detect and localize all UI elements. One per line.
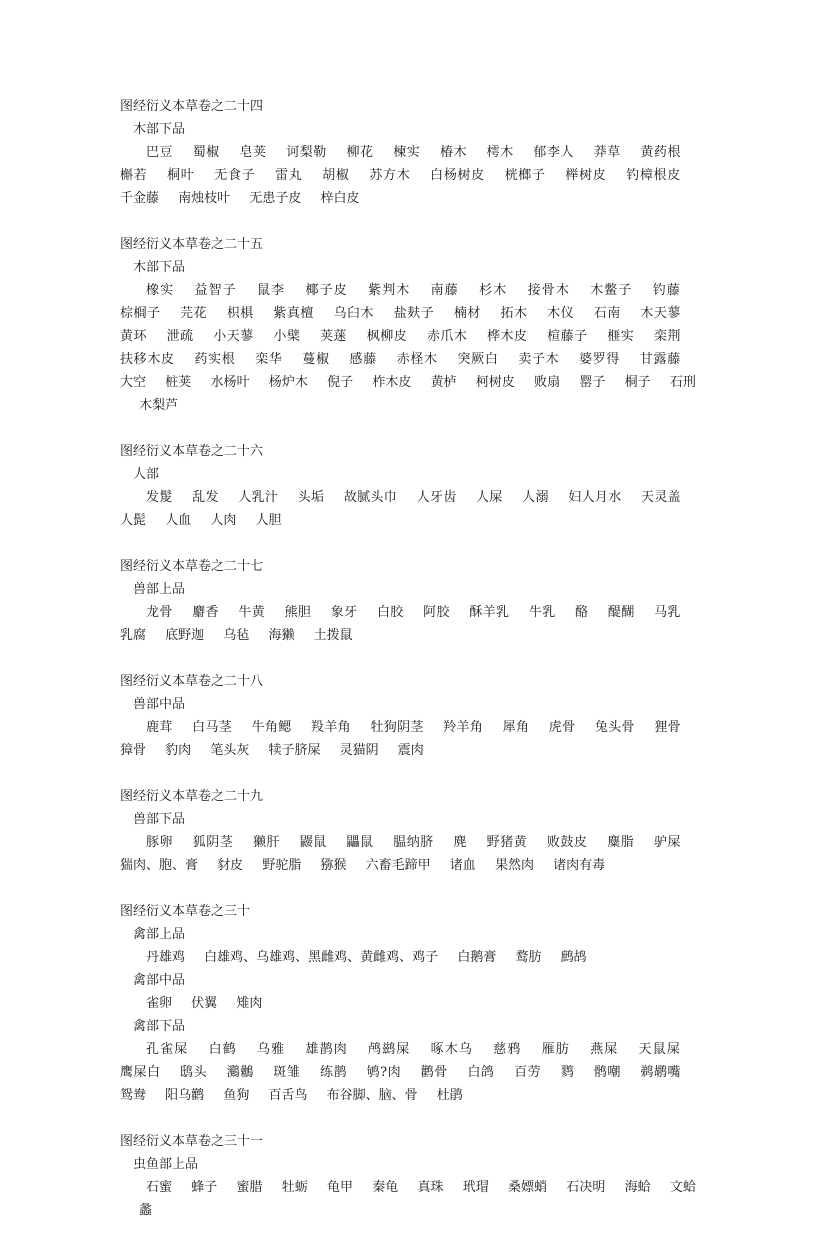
- materia-medica-item: 练鹊: [320, 1065, 348, 1080]
- materia-medica-item: 豚卵: [146, 835, 174, 850]
- materia-medica-item: 赤爪木: [426, 329, 468, 344]
- materia-medica-item: 无食子: [214, 168, 256, 183]
- materia-medica-item: 柯树皮: [475, 375, 515, 390]
- materia-medica-item: 桑嫖蛸: [508, 1180, 548, 1195]
- volume-title: 图经衍义本草卷之三十一: [120, 1134, 264, 1149]
- section-heading: 禽部中品: [133, 973, 186, 988]
- materia-medica-item: 石南: [593, 306, 621, 321]
- materia-medica-item: 狸骨: [654, 720, 681, 735]
- item-list: [120, 1038, 696, 1107]
- materia-medica-item: 麝香: [192, 605, 219, 620]
- materia-medica-item: 卖子木: [518, 352, 560, 367]
- materia-medica-item: 鼺鼠: [346, 835, 374, 850]
- item-list: [120, 992, 696, 1015]
- materia-medica-item: 人肉: [210, 513, 237, 528]
- materia-medica-item: 鹳骨: [420, 1065, 448, 1080]
- materia-medica-item: 笔头灰: [210, 743, 250, 758]
- materia-medica-item: 盐麸子: [393, 306, 435, 321]
- materia-medica-item: 白雄鸡、乌雄鸡、黑雌鸡、黄雌鸡、鸡子: [204, 950, 439, 965]
- section-heading: 木部下品: [133, 260, 186, 275]
- section-heading: 虫鱼部上品: [133, 1157, 199, 1172]
- materia-medica-item: 乱发: [192, 490, 219, 505]
- materia-medica-item: 震肉: [397, 743, 424, 758]
- materia-medica-item: 鹈鹕嘴: [640, 1065, 681, 1080]
- materia-medica-item: 野猪黄: [486, 835, 528, 850]
- materia-medica-item: 羚羊角: [443, 720, 484, 735]
- materia-medica-item: 龙骨: [146, 605, 173, 620]
- materia-medica-item: 败鼓皮: [546, 835, 588, 850]
- materia-medica-item: 妇人月水: [568, 490, 622, 505]
- materia-medica-item: 药实根: [194, 352, 236, 367]
- materia-medica-item: 榉树皮: [565, 168, 607, 183]
- materia-medica-item: 麋脂: [607, 835, 635, 850]
- materia-medica-item: 酥羊乳: [469, 605, 510, 620]
- materia-medica-item: 雷丸: [275, 168, 303, 183]
- materia-medica-item: 犀角: [502, 720, 530, 735]
- materia-medica-item: 鸲?肉: [366, 1065, 402, 1080]
- materia-medica-item: 头垢: [297, 490, 325, 505]
- materia-medica-item: 牡狗阴茎: [370, 720, 424, 735]
- materia-medica-item: 阳乌鹳: [165, 1088, 205, 1103]
- item-list: [120, 716, 696, 762]
- materia-medica-item: 乳腐: [120, 628, 147, 643]
- materia-medica-item: 人髭: [120, 513, 147, 528]
- materia-medica-item: 石决明: [566, 1180, 606, 1195]
- materia-medica-item: 桄榔子: [504, 168, 546, 183]
- item-list: [120, 946, 696, 969]
- materia-medica-item: 楠材: [453, 306, 481, 321]
- materia-medica-item: 海蛤: [624, 1180, 651, 1195]
- materia-medica-item: 桩荚: [165, 375, 192, 390]
- materia-medica-item: 小天蓼: [213, 329, 254, 344]
- materia-medica-item: 接骨木: [527, 283, 570, 298]
- materia-medica-item: 乌毡: [223, 628, 250, 643]
- materia-medica-item: 败扇: [534, 375, 561, 390]
- materia-medica-item: 秦龟: [372, 1180, 399, 1195]
- item-list: [120, 1176, 696, 1222]
- materia-medica-item: 扶移木皮: [120, 352, 175, 367]
- materia-medica-item: 鱼狗: [223, 1088, 250, 1103]
- materia-medica-item: 紫真檀: [273, 306, 314, 321]
- materia-medica-item: 大空: [120, 375, 147, 390]
- materia-medica-item: 突厥白: [457, 352, 499, 367]
- materia-medica-item: 雄鹊肉: [305, 1042, 348, 1057]
- materia-medica-item: 乌雅: [257, 1042, 286, 1057]
- materia-medica-item: 人血: [165, 513, 192, 528]
- materia-medica-item: 罂子: [579, 375, 606, 390]
- materia-medica-item: 人牙齿: [416, 490, 457, 505]
- materia-medica-item: 鹰屎白: [120, 1065, 161, 1080]
- materia-medica-item: 鹘嘲: [593, 1065, 621, 1080]
- materia-medica-item: 千金藤: [120, 191, 160, 206]
- materia-medica-item: 灵猫阴: [339, 743, 379, 758]
- materia-medica-item: 桐子: [624, 375, 651, 390]
- volume-block: [120, 440, 696, 532]
- materia-medica-item: 鹧鸪: [560, 950, 587, 965]
- materia-medica-item: 石蜜: [146, 1180, 173, 1195]
- materia-medica-item: 乌臼木: [333, 306, 375, 321]
- materia-medica-item: 雉肉: [236, 996, 263, 1011]
- materia-medica-item: 益智子: [194, 283, 237, 298]
- materia-medica-item: 伏翼: [191, 996, 218, 1011]
- materia-medica-item: 阿胶: [423, 605, 450, 620]
- materia-medica-item: 甘露藤: [639, 352, 681, 367]
- materia-medica-item: 孔雀屎: [146, 1042, 189, 1057]
- materia-medica-item: 牛乳: [528, 605, 556, 620]
- materia-medica-item: 木天蓼: [640, 306, 681, 321]
- materia-medica-item: 马乳: [654, 605, 681, 620]
- materia-medica-item: 木仪: [547, 306, 575, 321]
- materia-medica-item: 蜂子: [191, 1180, 218, 1195]
- materia-medica-item: 拓木: [500, 306, 528, 321]
- materia-medica-item: 百劳: [514, 1065, 542, 1080]
- materia-medica-item: 柞木皮: [372, 375, 412, 390]
- materia-medica-item: 黄环: [120, 329, 147, 344]
- materia-medica-item: 楝实: [393, 145, 421, 160]
- materia-medica-item: 人胆: [255, 513, 282, 528]
- section-heading: 兽部上品: [133, 582, 186, 597]
- materia-medica-item: 鸬鹚屎: [368, 1042, 411, 1057]
- materia-medica-item: 荚蒾: [320, 329, 348, 344]
- item-list: [120, 141, 696, 210]
- materia-medica-item: 黄药根: [640, 145, 681, 160]
- item-list: [120, 486, 696, 532]
- materia-medica-item: 桐叶: [167, 168, 195, 183]
- materia-medica-item: 莽草: [593, 145, 621, 160]
- materia-medica-item: 蜀椒: [192, 145, 220, 160]
- materia-medica-item: 故腻头巾: [343, 490, 398, 505]
- section-heading: 人部: [133, 467, 160, 482]
- materia-medica-item: 皂荚: [239, 145, 267, 160]
- materia-medica-item: 南烛枝叶: [178, 191, 231, 206]
- materia-medica-item: 鸳鸯: [120, 1088, 147, 1103]
- materia-medica-item: 槲若: [120, 168, 148, 183]
- materia-medica-item: 豹肉: [165, 743, 192, 758]
- materia-medica-item: 白鹤: [208, 1042, 237, 1057]
- materia-medica-item: 樗木: [486, 145, 514, 160]
- materia-medica-item: 人溺: [522, 490, 549, 505]
- volume-block: [120, 1130, 696, 1222]
- materia-medica-item: 诸肉有毒: [553, 858, 606, 873]
- volume-title: 图经衍义本草卷之二十四: [120, 99, 264, 114]
- materia-medica-item: 腽纳脐: [393, 835, 434, 850]
- volume-title: 图经衍义本草卷之二十六: [120, 444, 264, 459]
- materia-medica-item: 虎骨: [548, 720, 576, 735]
- materia-medica-item: 狐阴茎: [192, 835, 234, 850]
- materia-medica-item: 獭肝: [253, 835, 281, 850]
- materia-medica-item: 熊胆: [284, 605, 312, 620]
- materia-medica-item: 人屎: [476, 490, 503, 505]
- materia-medica-item: 猕猴: [320, 858, 347, 873]
- materia-medica-item: 胡椒: [322, 168, 350, 183]
- materia-medica-item: 南藤: [430, 283, 459, 298]
- materia-medica-item: 醍醐: [607, 605, 635, 620]
- materia-medica-item: 人乳汁: [238, 490, 279, 505]
- materia-medica-item: 豺皮: [217, 858, 244, 873]
- volume-block: [120, 555, 696, 647]
- materia-medica-item: 椿木: [439, 145, 467, 160]
- materia-medica-item: 玳瑁: [462, 1180, 489, 1195]
- materia-medica-item: 感藤: [349, 352, 377, 367]
- document-body: [120, 95, 696, 1245]
- materia-medica-item: 蜜腊: [236, 1180, 263, 1195]
- materia-medica-item: 蠡: [139, 1203, 153, 1218]
- section-heading: 木部下品: [133, 122, 186, 137]
- materia-medica-item: 钓藤: [652, 283, 681, 298]
- materia-medica-item: 白胶: [376, 605, 404, 620]
- materia-medica-item: 楦藤子: [547, 329, 588, 344]
- materia-medica-item: 百舌鸟: [268, 1088, 308, 1103]
- volume-title: 图经衍义本草卷之三十: [120, 904, 251, 919]
- materia-medica-item: 栾华: [255, 352, 283, 367]
- section-heading: 兽部下品: [133, 812, 186, 827]
- materia-medica-item: 诃梨勒: [286, 145, 327, 160]
- materia-medica-item: 白马茎: [192, 720, 233, 735]
- materia-medica-item: 羖羊角: [311, 720, 351, 735]
- materia-medica-item: 郁李人: [533, 145, 574, 160]
- volume-block: [120, 233, 696, 417]
- volume-title: 图经衍义本草卷之二十九: [120, 789, 264, 804]
- materia-medica-item: 芫花: [180, 306, 208, 321]
- materia-medica-item: 无患子皮: [249, 191, 302, 206]
- materia-medica-item: 小檗: [273, 329, 301, 344]
- materia-medica-item: 木鳖子: [590, 283, 633, 298]
- materia-medica-item: 真珠: [417, 1180, 444, 1195]
- materia-medica-item: 兔头骨: [594, 720, 635, 735]
- materia-medica-item: 果然肉: [494, 858, 534, 873]
- materia-medica-item: 文蛤: [669, 1180, 696, 1195]
- materia-medica-item: 驴屎: [653, 835, 681, 850]
- materia-medica-item: 婆罗得: [579, 352, 621, 367]
- materia-medica-item: 椰子皮: [305, 283, 348, 298]
- section-heading: 兽部中品: [133, 697, 186, 712]
- materia-medica-item: 杨炉木: [268, 375, 308, 390]
- item-list: [120, 831, 696, 877]
- volume-title: 图经衍义本草卷之二十七: [120, 559, 264, 574]
- materia-medica-item: 麂: [453, 835, 467, 850]
- materia-medica-item: 牡蛎: [281, 1180, 308, 1195]
- materia-medica-item: 倪子: [327, 375, 354, 390]
- materia-medica-item: 黄栌: [430, 375, 457, 390]
- materia-medica-item: 杜鹃: [436, 1088, 463, 1103]
- materia-medica-item: 啄木乌: [430, 1042, 473, 1057]
- materia-medica-item: 木梨芦: [139, 398, 179, 413]
- materia-medica-item: 梓白皮: [320, 191, 360, 206]
- materia-medica-item: 白杨树皮: [430, 168, 485, 183]
- section-heading: 禽部上品: [133, 927, 186, 942]
- materia-medica-item: 苏方木: [369, 168, 411, 183]
- volume-block: [120, 95, 696, 210]
- materia-medica-item: 紫判木: [368, 283, 411, 298]
- materia-medica-item: 石刑: [669, 375, 696, 390]
- materia-medica-item: 犊子脐屎: [268, 743, 321, 758]
- materia-medica-item: 海獭: [268, 628, 295, 643]
- materia-medica-item: 燕屎: [590, 1042, 619, 1057]
- materia-medica-item: 鸱头: [180, 1065, 208, 1080]
- materia-medica-item: 鹜肪: [515, 950, 542, 965]
- materia-medica-item: 白鸽: [467, 1065, 495, 1080]
- materia-medica-item: 栾荆: [653, 329, 681, 344]
- materia-medica-item: 柳花: [346, 145, 374, 160]
- materia-medica-item: 鼠李: [257, 283, 286, 298]
- materia-medica-item: 象牙: [330, 605, 358, 620]
- materia-medica-item: 雁肪: [541, 1042, 570, 1057]
- materia-medica-item: 土拨鼠: [313, 628, 353, 643]
- materia-medica-item: 六畜毛蹄甲: [365, 858, 431, 873]
- volume-title: 图经衍义本草卷之二十五: [120, 237, 264, 252]
- materia-medica-item: 獐骨: [120, 743, 147, 758]
- materia-medica-item: 榧实: [607, 329, 635, 344]
- item-list: [120, 279, 696, 417]
- materia-medica-item: 牛角鳃: [251, 720, 292, 735]
- materia-medica-item: 猯肉、胞、膏: [120, 858, 199, 873]
- materia-medica-item: 鸂鶒: [226, 1065, 254, 1080]
- materia-medica-item: 巴豆: [146, 145, 174, 160]
- materia-medica-item: 天灵盖: [641, 490, 681, 505]
- materia-medica-item: 牛黄: [238, 605, 266, 620]
- materia-medica-item: 杉木: [479, 283, 508, 298]
- materia-medica-item: 泄疏: [166, 329, 194, 344]
- volume-block: [120, 785, 696, 877]
- materia-medica-item: 赤柽木: [396, 352, 438, 367]
- materia-medica-item: 发髲: [146, 490, 173, 505]
- volume-block: [120, 670, 696, 762]
- materia-medica-item: 鹨: [560, 1065, 575, 1080]
- materia-medica-item: 丹雄鸡: [146, 950, 186, 965]
- materia-medica-item: 白鹅膏: [457, 950, 497, 965]
- materia-medica-item: 慈鸦: [493, 1042, 522, 1057]
- volume-title: 图经衍义本草卷之二十八: [120, 674, 264, 689]
- materia-medica-item: 雀卵: [146, 996, 173, 1011]
- materia-medica-item: 橡实: [146, 283, 175, 298]
- materia-medica-item: 枳椇: [226, 306, 254, 321]
- materia-medica-item: 天鼠屎: [638, 1042, 681, 1057]
- materia-medica-item: 布谷脚、脑、骨: [326, 1088, 418, 1103]
- materia-medica-item: 诸血: [449, 858, 476, 873]
- materia-medica-item: 桦木皮: [486, 329, 528, 344]
- materia-medica-item: 枫柳皮: [366, 329, 408, 344]
- item-list: [120, 601, 696, 647]
- materia-medica-item: 鹿茸: [146, 720, 173, 735]
- section-heading: 禽部下品: [133, 1019, 186, 1034]
- materia-medica-item: 棕榈子: [120, 306, 161, 321]
- materia-medica-item: 钓樟根皮: [626, 168, 681, 183]
- materia-medica-item: 鼹鼠: [299, 835, 327, 850]
- materia-medica-item: 斑雏: [273, 1065, 301, 1080]
- materia-medica-item: 野驼脂: [262, 858, 302, 873]
- materia-medica-item: 水杨叶: [210, 375, 250, 390]
- materia-medica-item: 底野迦: [165, 628, 205, 643]
- materia-medica-item: 龟甲: [327, 1180, 354, 1195]
- volume-block: [120, 900, 696, 1107]
- materia-medica-item: 蔓椒: [302, 352, 330, 367]
- materia-medica-item: 酪: [575, 605, 589, 620]
